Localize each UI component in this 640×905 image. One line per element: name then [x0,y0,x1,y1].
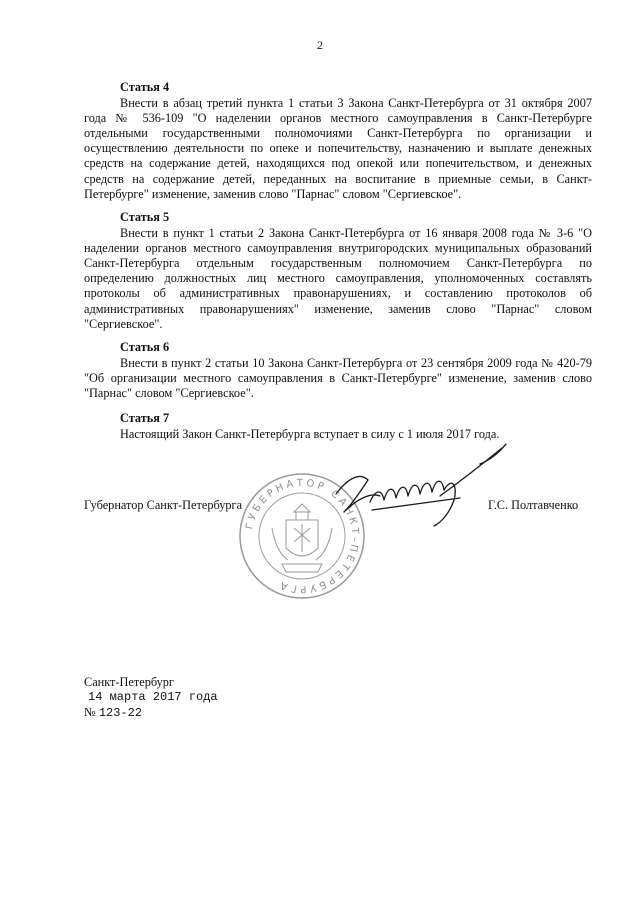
document-number [84,705,218,721]
handwritten-signature-icon [330,440,510,530]
page-number: 2 [317,38,323,52]
article-body: Внести в пункт 2 статьи 10 Закона Санкт-Петербурга от 23 сентября 2009 года № 420-79 "Об организации местного самоуправления в Санкт-Петербурге" изменение, заменив слово "Парнас" словом "Сергиевское". [84,356,592,401]
number-prefix: № [84,705,96,719]
document-date: 14 марта 2017 года [88,690,218,704]
article-heading: Статья 7 [120,411,170,425]
document-footer [84,675,218,721]
article-heading: Статья 6 [120,340,170,354]
article-5 [84,210,592,332]
city: Санкт-Петербург [84,675,174,689]
article-7 [84,411,592,442]
number-value: 123-22 [98,706,143,720]
governor-name: Г.С. Полтавченко [488,498,579,512]
article-heading: Статья 4 [120,80,170,94]
article-body: Внести в пункт 1 статьи 2 Закона Санкт-Петербурга от 16 января 2008 года № 3-6 "О наделении органов местного самоуправления внутригородских муниципальных образований Санкт-Петербурга отдельным государственным полномочием Санкт-Петербурга по определению должностных лиц местного самоуправления, уполномоченных составлять протоколы об административных правонарушениях, и составлению протоколов об административных правонарушениях" изменение, заменив слово "Парнас" словом "Сергиевское". [84,226,592,331]
article-6 [84,340,592,401]
article-body: Настоящий Закон Санкт-Петербурга вступает в силу с 1 июля 2017 года. [120,427,500,442]
article-body: Внести в абзац третий пункта 1 статьи 3 Закона Санкт-Петербурга от 31 октября 2007 года № 536-109 "О наделении органов местного самоуправления в Санкт-Петербурге отдельными государственными полномочиями Санкт-Петербурга по организации и осуществлению деятельности по опеке и попечительству, назначению и выплате денежных средств на содержание детей, находящихся под опекой или попечительством, и денежных средств на содержание детей, переданных на воспитание в приемные семьи, в Санкт-Петербурге" изменение, заменив слово "Парнас" словом "Сергиевское". [84,96,592,201]
article-heading: Статья 5 [120,210,170,224]
governor-title: Губернатор Санкт-Петербурга [84,498,243,512]
article-4 [84,80,592,202]
seal-text: ГУБЕРНАТОР САНКТ-ПЕТЕРБУРГА [244,477,361,595]
